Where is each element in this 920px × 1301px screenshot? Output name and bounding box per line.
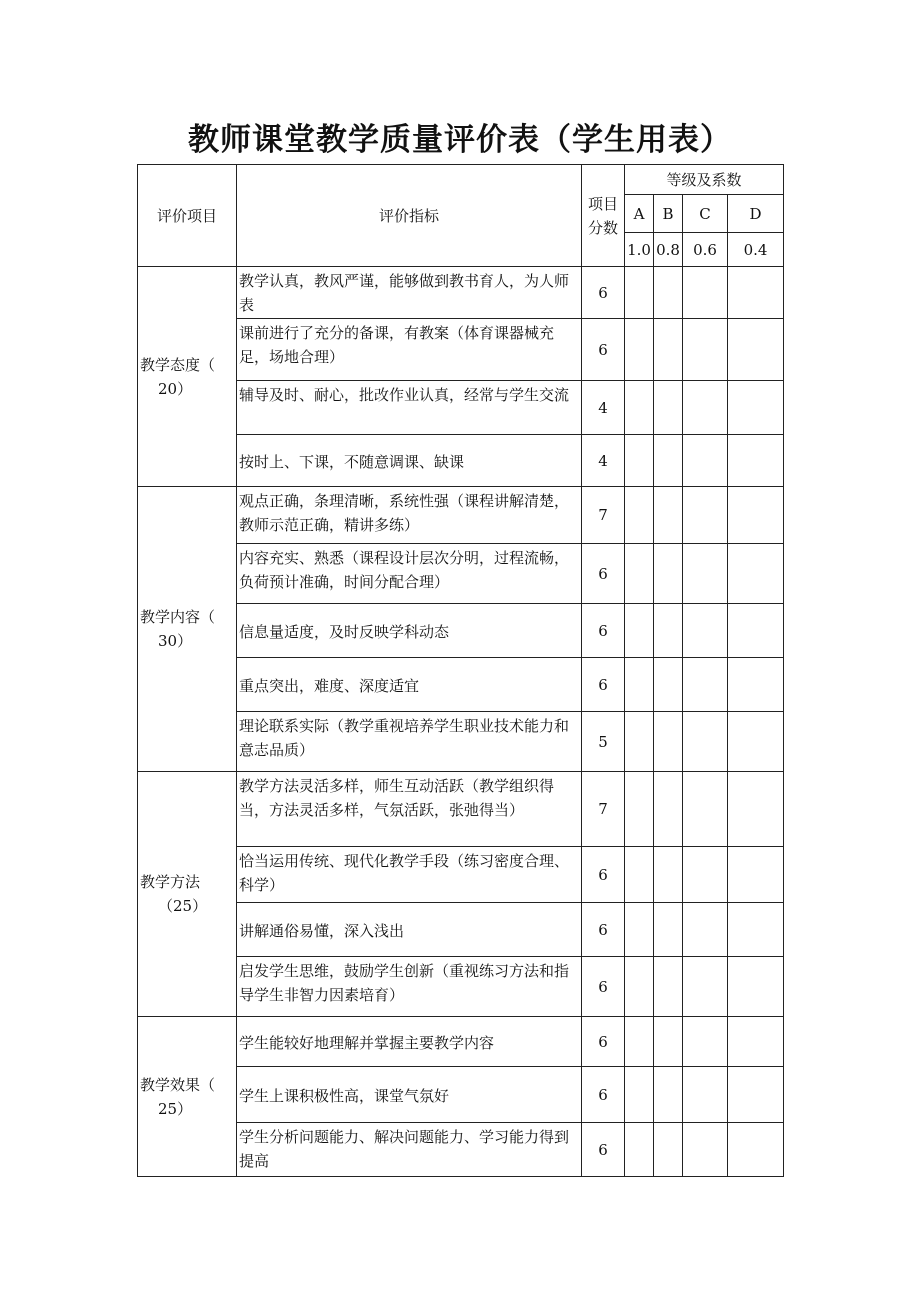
grade-d-cell[interactable] [728, 1017, 784, 1067]
grade-d-cell[interactable] [728, 847, 784, 903]
item-score: 6 [582, 267, 625, 319]
item-score: 6 [582, 903, 625, 957]
item-score: 7 [582, 487, 625, 544]
evaluation-table [137, 164, 784, 1177]
grade-a-cell[interactable] [625, 381, 654, 435]
table-row [138, 772, 784, 847]
grade-a-cell[interactable] [625, 267, 654, 319]
grade-c-cell[interactable] [683, 847, 728, 903]
grade-a-cell[interactable] [625, 487, 654, 544]
indicator-text: 课前进行了充分的备课，有教案（体育课器械充足，场地合理） [237, 319, 582, 381]
indicator-text: 学生分析问题能力、解决问题能力、学习能力得到提高 [237, 1123, 582, 1177]
grade-b-cell[interactable] [654, 319, 683, 381]
item-score: 6 [582, 1017, 625, 1067]
item-score: 6 [582, 658, 625, 712]
category-points: 25） [158, 1099, 193, 1118]
indicator-text: 内容充实、熟悉（课程设计层次分明，过程流畅，负荷预计准确，时间分配合理） [237, 544, 582, 604]
indicator-text: 讲解通俗易懂，深入浅出 [237, 903, 582, 957]
grade-c-cell[interactable] [683, 957, 728, 1017]
grade-d-cell[interactable] [728, 319, 784, 381]
header-score [582, 165, 625, 267]
item-score: 6 [582, 604, 625, 658]
header-score-line2: 分数 [587, 218, 618, 237]
header-indicator: 评价指标 [237, 165, 582, 267]
category-points: （25） [158, 897, 208, 915]
item-score: 6 [582, 847, 625, 903]
indicator-text: 理论联系实际（教学重视培养学生职业技术能力和意志品质） [237, 712, 582, 772]
grade-c-cell[interactable] [683, 772, 728, 847]
grade-d-cell[interactable] [728, 658, 784, 712]
grade-b-cell[interactable] [654, 381, 683, 435]
grade-c-cell[interactable] [683, 712, 728, 772]
item-score: 4 [582, 381, 625, 435]
coef-d: 0.4 [728, 233, 784, 267]
grade-a-cell[interactable] [625, 847, 654, 903]
coef-b: 0.8 [654, 233, 683, 267]
grade-b-cell[interactable] [654, 903, 683, 957]
grade-a-cell[interactable] [625, 1067, 654, 1123]
category-method [138, 772, 237, 1017]
grade-b-cell[interactable] [654, 1123, 683, 1177]
table-row [138, 1017, 784, 1067]
category-name: 教学效果（ [140, 1075, 216, 1094]
indicator-text: 教学方法灵活多样，师生互动活跃（教学组织得当，方法灵活多样，气氛活跃，张弛得当） [237, 772, 582, 847]
grade-c-cell[interactable] [683, 319, 728, 381]
grade-d-cell[interactable] [728, 957, 784, 1017]
grade-b-cell[interactable] [654, 435, 683, 487]
item-score: 6 [582, 544, 625, 604]
grade-d-cell[interactable] [728, 604, 784, 658]
grade-a-cell[interactable] [625, 604, 654, 658]
item-score: 6 [582, 957, 625, 1017]
category-effect [138, 1017, 237, 1177]
grade-a-cell[interactable] [625, 712, 654, 772]
grade-a-cell[interactable] [625, 658, 654, 712]
grade-d-cell[interactable] [728, 903, 784, 957]
indicator-text: 恰当运用传统、现代化教学手段（练习密度合理、科学） [237, 847, 582, 903]
grade-c-cell[interactable] [683, 1067, 728, 1123]
item-score: 6 [582, 319, 625, 381]
table-row [138, 487, 784, 544]
grade-c-cell[interactable] [683, 658, 728, 712]
coef-c: 0.6 [683, 233, 728, 267]
indicator-text: 学生上课积极性高，课堂气氛好 [237, 1067, 582, 1123]
coef-a: 1.0 [625, 233, 654, 267]
grade-d-label: D [728, 195, 784, 233]
grade-a-label: A [625, 195, 654, 233]
grade-b-cell[interactable] [654, 1067, 683, 1123]
header-project: 评价项目 [138, 165, 237, 267]
grade-d-cell[interactable] [728, 435, 784, 487]
grade-b-cell[interactable] [654, 658, 683, 712]
grade-c-cell[interactable] [683, 487, 728, 544]
grade-d-cell[interactable] [728, 267, 784, 319]
category-points: 30） [158, 632, 193, 650]
grade-b-cell[interactable] [654, 772, 683, 847]
grade-b-cell[interactable] [654, 604, 683, 658]
header-grades-title: 等级及系数 [625, 165, 784, 195]
grade-b-cell[interactable] [654, 544, 683, 604]
item-score: 6 [582, 1123, 625, 1177]
grade-c-cell[interactable] [683, 381, 728, 435]
grade-a-cell[interactable] [625, 1017, 654, 1067]
grade-d-cell[interactable] [728, 487, 784, 544]
item-score: 5 [582, 712, 625, 772]
grade-d-cell[interactable] [728, 712, 784, 772]
item-score: 7 [582, 772, 625, 847]
grade-b-cell[interactable] [654, 847, 683, 903]
grade-c-cell[interactable] [683, 544, 728, 604]
page-title: 教师课堂教学质量评价表（学生用表） [188, 122, 732, 158]
grade-c-cell[interactable] [683, 604, 728, 658]
grade-a-cell[interactable] [625, 957, 654, 1017]
item-score: 4 [582, 435, 625, 487]
item-score: 6 [582, 1067, 625, 1123]
category-content [138, 487, 237, 772]
grade-a-cell[interactable] [625, 903, 654, 957]
category-attitude [138, 267, 237, 487]
grade-b-cell[interactable] [654, 1017, 683, 1067]
grade-c-label: C [683, 195, 728, 233]
category-name: 教学方法 [140, 873, 201, 891]
grade-d-cell[interactable] [728, 1123, 784, 1177]
grade-a-cell[interactable] [625, 772, 654, 847]
indicator-text: 教学认真，教风严谨，能够做到教书育人，为人师表 [237, 267, 582, 319]
indicator-text: 观点正确，条理清晰，系统性强（课程讲解清楚，教师示范正确，精讲多练） [237, 487, 582, 544]
indicator-text: 辅导及时、耐心，批改作业认真，经常与学生交流 [237, 381, 582, 435]
grade-b-cell[interactable] [654, 487, 683, 544]
grade-c-cell[interactable] [683, 1123, 728, 1177]
category-name: 教学态度（ [140, 355, 216, 374]
grade-a-cell[interactable] [625, 544, 654, 604]
grade-c-cell[interactable] [683, 267, 728, 319]
table-row [138, 267, 784, 319]
indicator-text: 启发学生思维，鼓励学生创新（重视练习方法和指导学生非智力因素培育） [237, 957, 582, 1017]
grade-d-cell[interactable] [728, 1067, 784, 1123]
grade-d-cell[interactable] [728, 772, 784, 847]
grade-b-cell[interactable] [654, 267, 683, 319]
header-score-line1: 项目 [587, 194, 618, 213]
grade-b-cell[interactable] [654, 957, 683, 1017]
grade-b-label: B [654, 195, 683, 233]
grade-d-cell[interactable] [728, 381, 784, 435]
category-points: 20） [158, 379, 193, 398]
grade-b-cell[interactable] [654, 712, 683, 772]
indicator-text: 学生能较好地理解并掌握主要教学内容 [237, 1017, 582, 1067]
grade-c-cell[interactable] [683, 435, 728, 487]
category-name: 教学内容（ [140, 608, 216, 626]
indicator-text: 重点突出，难度、深度适宜 [237, 658, 582, 712]
grade-d-cell[interactable] [728, 544, 784, 604]
grade-a-cell[interactable] [625, 435, 654, 487]
indicator-text: 信息量适度，及时反映学科动态 [237, 604, 582, 658]
grade-c-cell[interactable] [683, 903, 728, 957]
grade-c-cell[interactable] [683, 1017, 728, 1067]
indicator-text: 按时上、下课，不随意调课、缺课 [237, 435, 582, 487]
grade-a-cell[interactable] [625, 1123, 654, 1177]
grade-a-cell[interactable] [625, 319, 654, 381]
